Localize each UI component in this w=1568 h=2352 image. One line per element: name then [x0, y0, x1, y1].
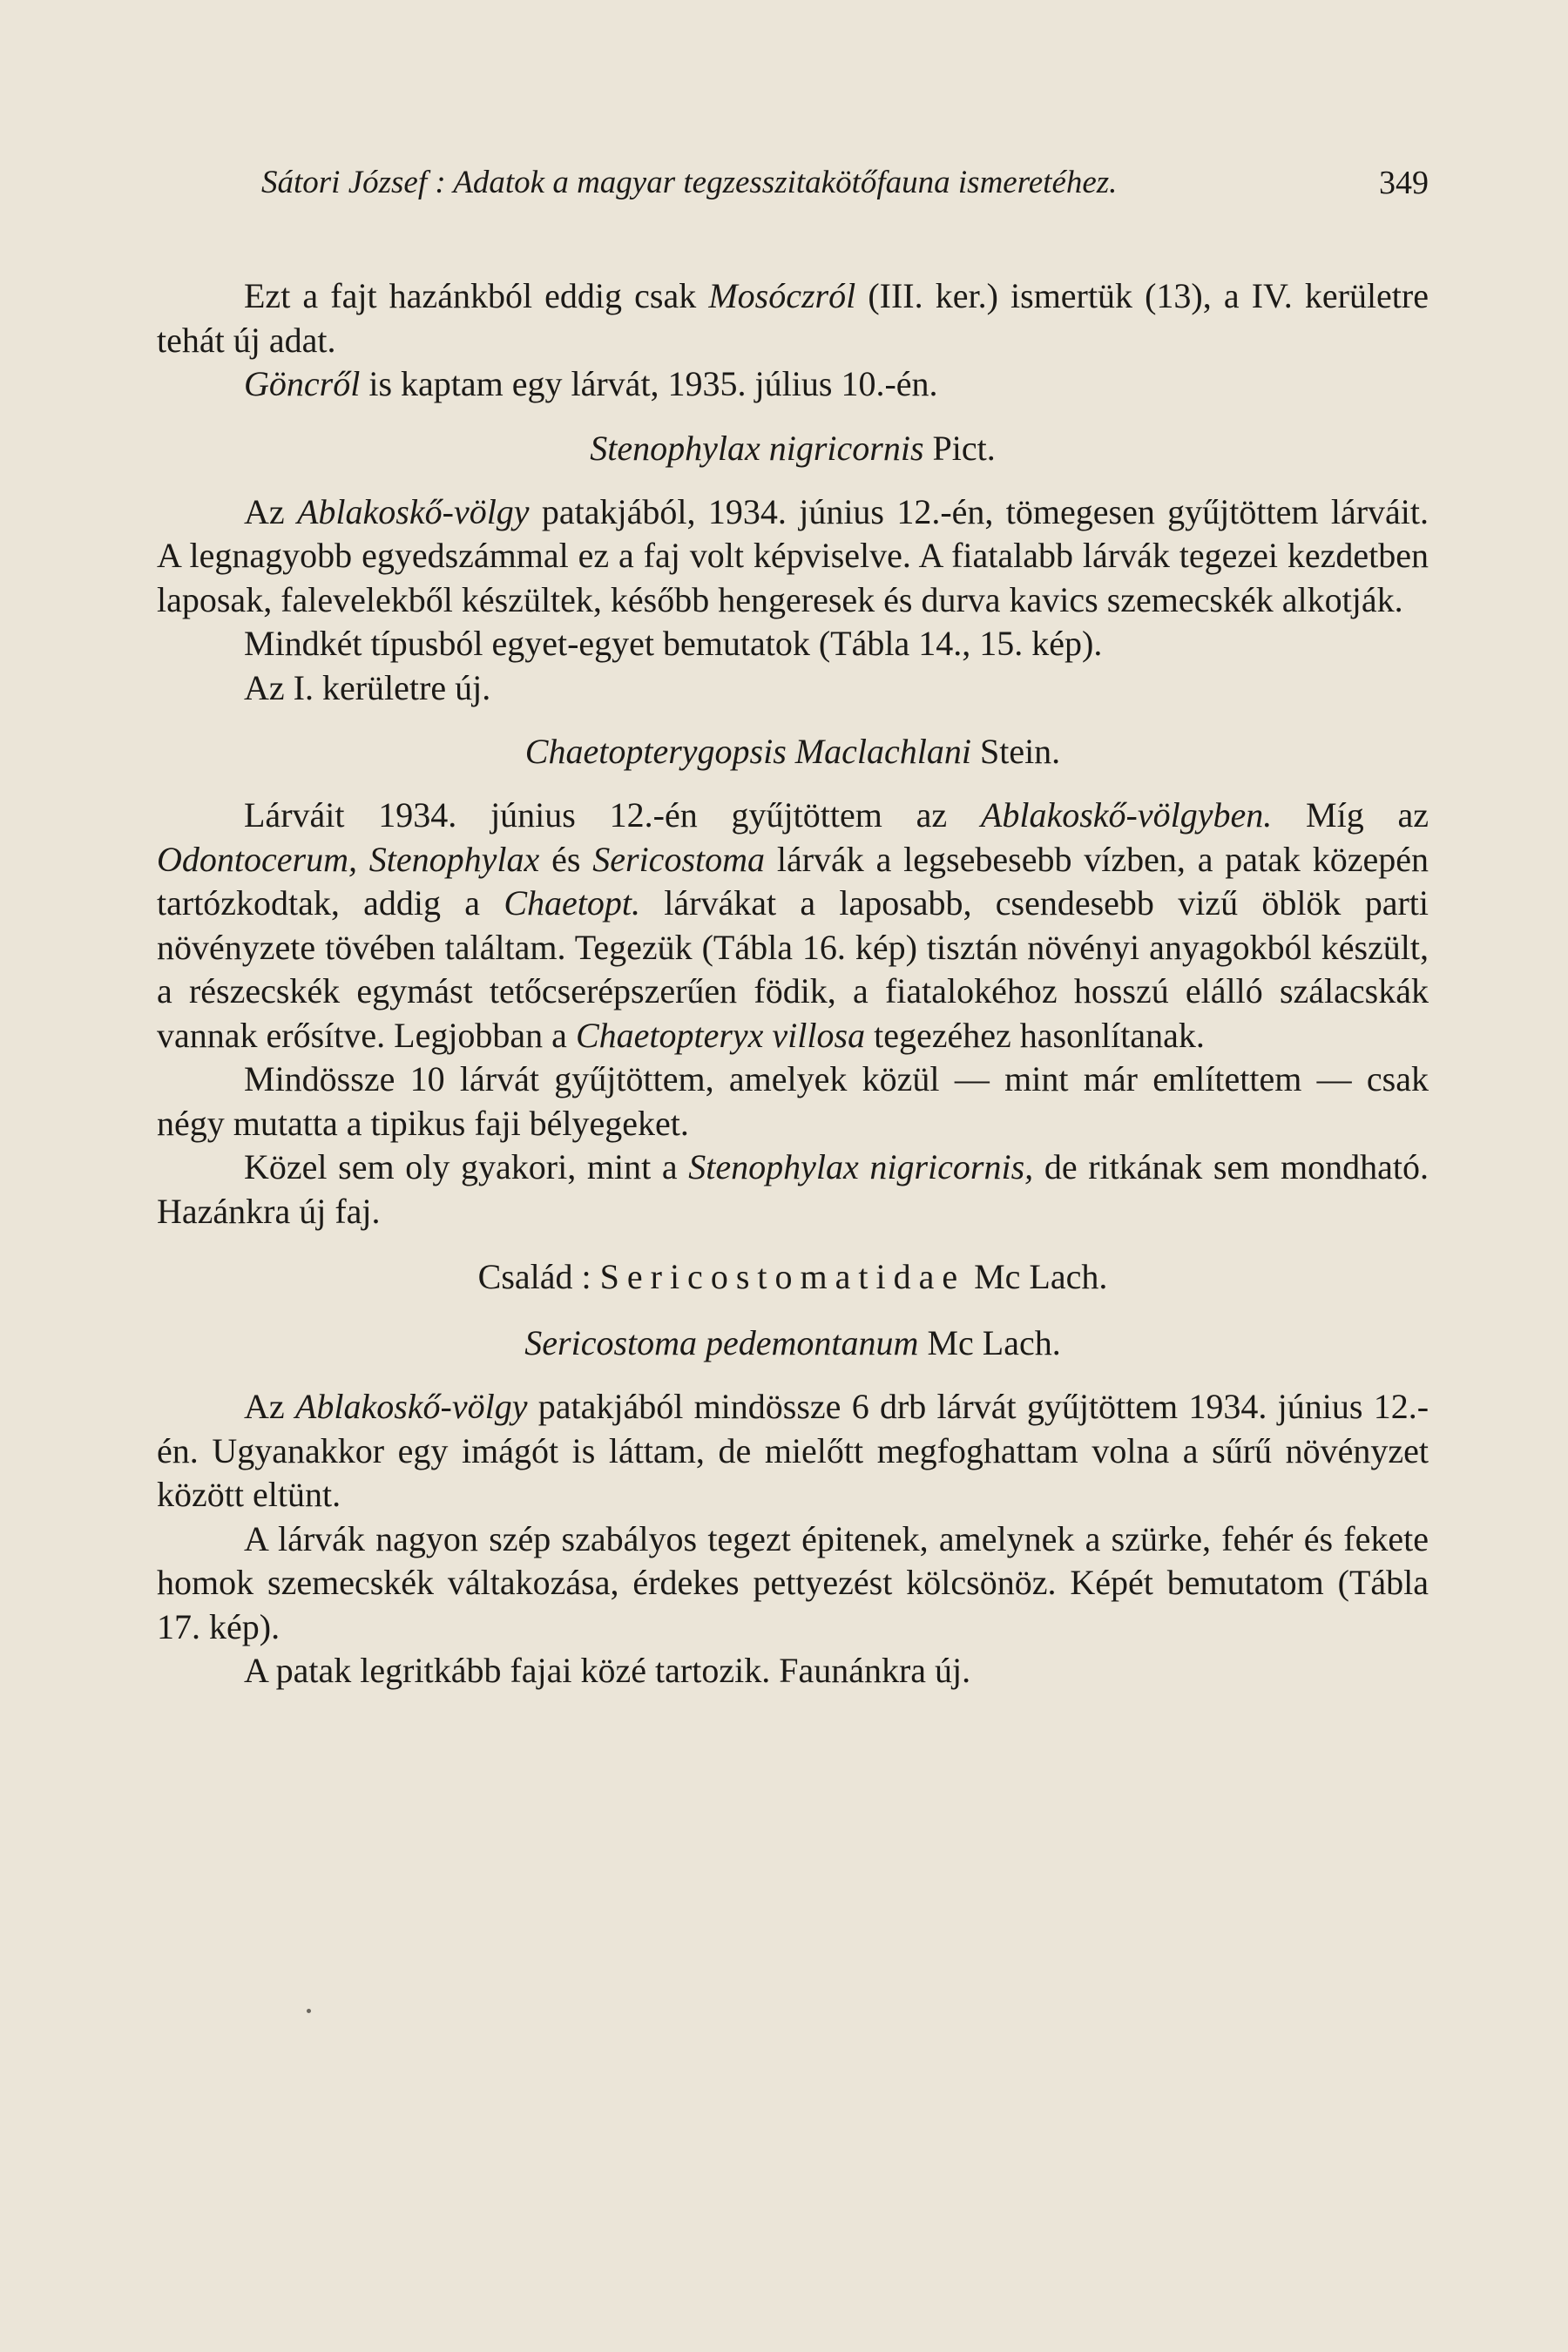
paragraph-gonc: Göncről is kaptam egy lárvát, 1935. július 10.-én.: [244, 364, 938, 403]
species-heading-stenophylax: Stenophylax nigricornis Pict.: [590, 428, 996, 468]
text-body: [157, 274, 1429, 1693]
place-name: Ablakoskő-völgy: [294, 1387, 528, 1426]
running-header: [261, 157, 1429, 209]
paragraph-sericostoma-3: A patak legritkább fajai közé tartozik. Faunánkra új.: [244, 1651, 971, 1690]
place-name: Ablakoskő-völgy: [297, 491, 530, 531]
family-heading: Család : Sericostomatidae Mc Lach.: [477, 1257, 1108, 1296]
family-name: Sericostomatidae: [599, 1257, 966, 1296]
paragraph-mosocz: Ezt a fajt hazánkból eddig csak Mosóczról (III. ker.) ismertük (13), a IV. kerületre tehát új adat.: [157, 276, 1429, 360]
paragraph-stenophylax-3: Az I. kerületre új.: [244, 667, 491, 707]
paragraph-sericostoma-1: Az Ablakoskő-völgy patakjából mindössze 6 drb lárvát gyűjtöttem 1934. június 12.-én. Ugyanakkor egy imágót is láttam, de mielőtt megfoghattam volna a sűrű növényzet között eltünt.: [157, 1387, 1429, 1514]
place-name: Mosóczról: [708, 276, 856, 315]
paragraph-chaetopterygopsis-1: Lárváit 1934. június 12.-én gyűjtöttem az Ablakoskő-völgyben. Míg az Odontocerum, Stenophylax és Sericostoma lárvák a legsebesebb vízben, a patak közepén tartózkodtak, addig a Chaetopt. lárvákat a laposabb, csendesebb vizű öblök parti növényzete tövében találtam. Tegezük (Tábla 16. kép) tisztán növényi anyagokból készült, a részecskék egymást tetőcserépszerűen födik, a fiatalokéhoz hosszú elálló szálacskák vannak erősítve. Legjobban a Chaetopteryx villosa tegezéhez hasonlítanak.: [157, 795, 1429, 1055]
place-name: Göncről: [244, 364, 361, 403]
species-heading-sericostoma: Sericostoma pedemontanum Mc Lach.: [524, 1323, 1061, 1362]
paragraph-chaetopterygopsis-3: Közel sem oly gyakori, mint a Stenophylax nigricornis, de ritkának sem mondható. Hazánkra új faj.: [157, 1147, 1429, 1231]
paragraph-stenophylax-1: Az Ablakoskő-völgy patakjából, 1934. június 12.-én, tömegesen gyűjtöttem lárváit. A legnagyobb egyedszámmal ez a faj volt képviselve. A fiatalabb lárvák tegezei kezdetben laposak, falevelekből készültek, később hengeresek és durva kavics szemecskék alkotják.: [157, 491, 1429, 619]
species-heading-chaetopterygopsis: Chaetopterygopsis Maclachlani Stein.: [524, 732, 1061, 771]
page-number: 349: [1379, 165, 1429, 201]
paragraph-stenophylax-2: Mindkét típusból egyet-egyet bemutatok (Tábla 14., 15. kép).: [244, 624, 1103, 663]
running-title: Sátori József : Adatok a magyar tegzesszitakötőfauna ismeretéhez.: [261, 165, 1118, 200]
paragraph-chaetopterygopsis-2: Mindössze 10 lárvát gyűjtöttem, amelyek közül — mint már említettem — csak négy mutatta a tipikus faji bélyegeket.: [157, 1059, 1429, 1143]
paragraph-sericostoma-2: A lárvák nagyon szép szabályos tegezt épitenek, amelynek a szürke, fehér és fekete homok szemecskék váltakozása, érdekes pettyezést kölcsönöz. Képét bemutatom (Tábla 17. kép).: [157, 1518, 1429, 1646]
print-speck: [307, 2009, 311, 2013]
